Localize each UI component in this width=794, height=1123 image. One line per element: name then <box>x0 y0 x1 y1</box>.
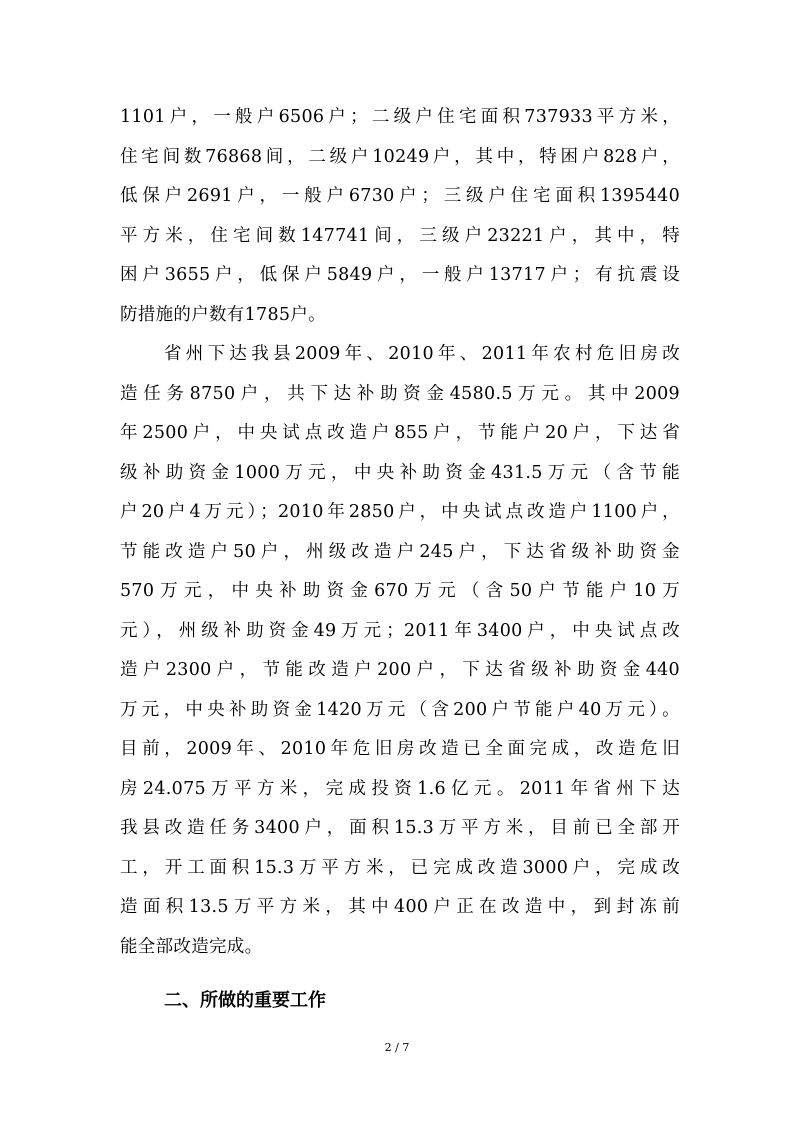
text-line: 节能改造户50户，州级改造户245户，下达省级补助资金 <box>120 541 680 562</box>
text-line: 平方米，住宅间数147741间，三级户23221户，其中，特 <box>120 225 680 246</box>
text-line: 能全部改造完成。 <box>120 936 263 957</box>
text-line: 年2500户，中央试点改造户855户，节能户20户，下达省 <box>120 423 680 443</box>
text-line: 元），州级补助资金49万元；2011年3400户，中央试点改 <box>120 620 680 641</box>
text-line: 造面积13.5万平方米，其中400户正在改造中，到封冻前 <box>120 897 680 917</box>
text-line: 我县改造任务3400户，面积15.3万平方米，目前已全部开 <box>120 818 680 838</box>
text-line: 住宅间数76868间，二级户10249户，其中，特困户828户， <box>120 146 680 167</box>
page-number: 2 / 7 <box>384 1041 410 1054</box>
text-line: 房24.075万平方米，完成投资1.6亿元。2011年省州下达 <box>120 778 680 799</box>
text-line: 造户2300户，节能改造户200户，下达省级补助资金440 <box>120 660 680 680</box>
text-line: 570万元，中央补助资金670万元（含50户节能户10万 <box>120 581 680 601</box>
text-line: 户20户4万元）；2010年2850户，中央试点改造户1100户， <box>120 502 680 522</box>
text-line: 低保户2691户，一般户6730户；三级户住宅面积1395440 <box>120 186 680 206</box>
text-line: 困户3655户，低保户5849户，一般户13717户；有抗震设 <box>120 265 680 285</box>
text-line: 目前，2009年、2010年危旧房改造已全面完成，改造危旧 <box>120 739 680 759</box>
text-line: 工，开工面积15.3万平方米，已完成改造3000户，完成改 <box>120 857 680 878</box>
text-line: 造任务8750户，共下达补助资金4580.5万元。其中2009 <box>120 383 680 404</box>
text-line: 1101户，一般户6506户；二级户住宅面积737933平方米， <box>120 107 680 127</box>
text-line: 万元，中央补助资金1420万元（含200户节能户40万元）。 <box>120 699 680 720</box>
text-line: 防措施的户数有1785户。 <box>120 304 326 325</box>
text-line: 省州下达我县2009年、2010年、2011年农村危旧房改 <box>164 344 680 364</box>
body-text <box>120 98 680 967</box>
section-heading: 二、所做的重要工作 <box>164 990 326 1011</box>
text-line: 级补助资金1000万元，中央补助资金431.5万元（含节能 <box>120 462 680 483</box>
